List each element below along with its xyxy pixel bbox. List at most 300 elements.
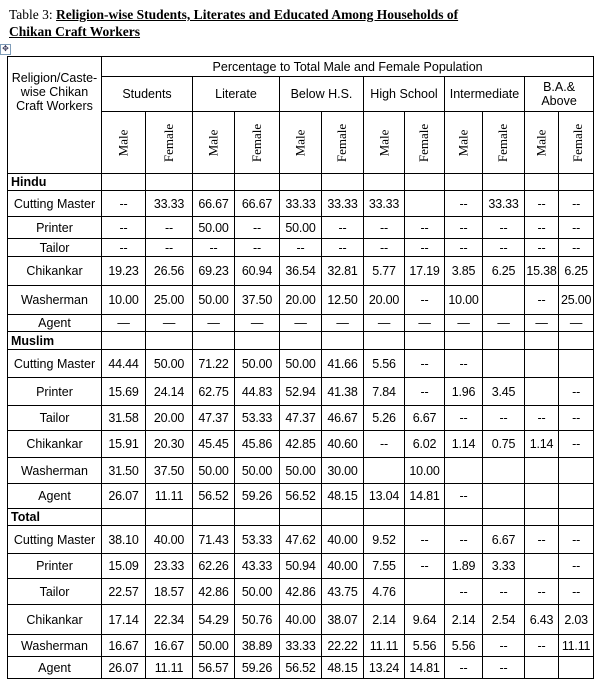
table-cell: 19.23: [102, 257, 146, 286]
table-cell: --: [445, 350, 483, 378]
table-cell: 20.00: [364, 286, 405, 315]
table-cell: [525, 350, 559, 378]
empty-cell: [193, 332, 235, 350]
table-cell: 42.86: [280, 579, 322, 605]
row-header-label: Religion/Caste-wise Chikan Craft Workers: [8, 57, 102, 174]
table-cell: 1.89: [445, 554, 483, 579]
table-cell: 48.15: [322, 657, 364, 679]
row-label: Printer: [8, 554, 102, 579]
table-cell: 5.56: [445, 635, 483, 657]
table-cell: 10.00: [102, 286, 146, 315]
table-cell: 10.00: [445, 286, 483, 315]
table-cell: 23.33: [146, 554, 193, 579]
table-cell: --: [559, 217, 594, 239]
empty-cell: [364, 174, 405, 191]
table-cell: --: [280, 239, 322, 257]
table-cell: 71.43: [193, 526, 235, 554]
table-cell: 9.64: [405, 605, 445, 635]
table-cell: --: [364, 431, 405, 458]
table-cell: 22.34: [146, 605, 193, 635]
table-cell: --: [483, 657, 525, 679]
table-cell: 66.67: [235, 191, 280, 217]
table-cell: [559, 350, 594, 378]
table-cell: 16.67: [146, 635, 193, 657]
table-cell: --: [235, 217, 280, 239]
empty-cell: [322, 332, 364, 350]
row-label: Printer: [8, 217, 102, 239]
table-cell: 0.75: [483, 431, 525, 458]
table-cell: --: [405, 239, 445, 257]
table-cell: --: [483, 406, 525, 431]
table-cell: 11.11: [146, 484, 193, 509]
empty-cell: [483, 509, 525, 526]
table-cell: 10.00: [405, 458, 445, 484]
table-cell: 56.52: [280, 657, 322, 679]
table-cell: 33.33: [364, 191, 405, 217]
table-cell: [525, 657, 559, 679]
empty-cell: [559, 332, 594, 350]
empty-cell: [559, 509, 594, 526]
table-cell: --: [405, 378, 445, 406]
table-cell: [483, 350, 525, 378]
table-cell: 5.77: [364, 257, 405, 286]
table-cell: --: [559, 191, 594, 217]
table-cell: --: [364, 239, 405, 257]
table-cell: 17.19: [405, 257, 445, 286]
table-cell: 44.83: [235, 378, 280, 406]
table-cell: --: [322, 239, 364, 257]
table-cell: 50.00: [235, 350, 280, 378]
table-cell: 47.37: [280, 406, 322, 431]
header-male-label: Male: [115, 129, 131, 156]
table-row: [8, 378, 594, 406]
table-cell: 18.57: [146, 579, 193, 605]
table-cell: —: [405, 315, 445, 332]
table-cell: 3.33: [483, 554, 525, 579]
table-cell: 37.50: [235, 286, 280, 315]
table-cell: 40.00: [322, 526, 364, 554]
table-cell: 6.67: [405, 406, 445, 431]
table-cell: 40.00: [280, 605, 322, 635]
table-cell: 56.52: [193, 484, 235, 509]
table-cell: 62.26: [193, 554, 235, 579]
table-cell: 48.15: [322, 484, 364, 509]
row-label: Agent: [8, 484, 102, 509]
table-cell: --: [525, 635, 559, 657]
header-group: Intermediate: [445, 77, 525, 112]
table-cell: 6.25: [559, 257, 594, 286]
table-cell: 47.62: [280, 526, 322, 554]
header-female-label: Female: [334, 123, 350, 162]
table-cell: 2.14: [445, 605, 483, 635]
table-cell: --: [405, 286, 445, 315]
table-cell: [525, 458, 559, 484]
table-cell: --: [405, 526, 445, 554]
empty-cell: [193, 509, 235, 526]
table-row: [8, 406, 594, 431]
empty-cell: [280, 174, 322, 191]
table-cell: —: [146, 315, 193, 332]
table-cell: 6.02: [405, 431, 445, 458]
table-cell: --: [559, 378, 594, 406]
table-cell: --: [445, 657, 483, 679]
section-header: Total: [8, 509, 102, 526]
table-cell: 3.85: [445, 257, 483, 286]
table-cell: 15.91: [102, 431, 146, 458]
empty-cell: [483, 332, 525, 350]
table-cell: --: [322, 217, 364, 239]
table-cell: [405, 579, 445, 605]
table-cell: 42.86: [193, 579, 235, 605]
header-female: [405, 112, 445, 174]
table-cell: --: [102, 239, 146, 257]
table-cell: 22.57: [102, 579, 146, 605]
table-cell: 26.56: [146, 257, 193, 286]
table-cell: 31.58: [102, 406, 146, 431]
table-cell: 20.30: [146, 431, 193, 458]
empty-cell: [525, 174, 559, 191]
table-cell: [525, 378, 559, 406]
header-female: [146, 112, 193, 174]
table-cell: --: [445, 579, 483, 605]
table-cell: --: [559, 239, 594, 257]
table-row: [8, 579, 594, 605]
table-cell: --: [525, 286, 559, 315]
table-cell: 50.00: [193, 286, 235, 315]
table-cell: --: [525, 406, 559, 431]
table-cell: —: [102, 315, 146, 332]
table-cell: [445, 458, 483, 484]
table-cell: --: [559, 554, 594, 579]
table-cell: --: [146, 217, 193, 239]
row-label: Washerman: [8, 286, 102, 315]
table-cell: --: [525, 239, 559, 257]
header-male-label: Male: [533, 129, 549, 156]
table-cell: [483, 458, 525, 484]
table-cell: 7.84: [364, 378, 405, 406]
empty-cell: [445, 174, 483, 191]
row-label: Cutting Master: [8, 191, 102, 217]
table-caption: [9, 6, 594, 40]
table-cell: 24.14: [146, 378, 193, 406]
table-cell: [364, 458, 405, 484]
table-cell: 32.81: [322, 257, 364, 286]
table-cell: [559, 458, 594, 484]
empty-cell: [405, 332, 445, 350]
table-cell: --: [483, 239, 525, 257]
table-row: [8, 635, 594, 657]
table-cell: 12.50: [322, 286, 364, 315]
table-cell: 71.22: [193, 350, 235, 378]
table-cell: --: [445, 526, 483, 554]
table-row: [8, 554, 594, 579]
table-cell: --: [102, 191, 146, 217]
table-cell: —: [364, 315, 405, 332]
table-cell: 56.57: [193, 657, 235, 679]
table-row: [8, 257, 594, 286]
table-cell: 13.04: [364, 484, 405, 509]
header-group: High School: [364, 77, 445, 112]
table-cell: 2.54: [483, 605, 525, 635]
empty-cell: [322, 509, 364, 526]
table-cell: [559, 484, 594, 509]
table-cell: 50.00: [193, 458, 235, 484]
section-header: Hindu: [8, 174, 102, 191]
table-cell: --: [146, 239, 193, 257]
table-cell: 33.33: [483, 191, 525, 217]
table-cell: --: [364, 217, 405, 239]
table-cell: —: [280, 315, 322, 332]
table-cell: [483, 286, 525, 315]
table-cell: 20.00: [146, 406, 193, 431]
table-cell: 33.33: [146, 191, 193, 217]
table-row: [8, 191, 594, 217]
table-cell: --: [559, 431, 594, 458]
header-female-label: Female: [160, 123, 176, 162]
table-row: [8, 458, 594, 484]
table-cell: 25.00: [559, 286, 594, 315]
table-cell: 50.76: [235, 605, 280, 635]
table-cell: 5.56: [405, 635, 445, 657]
empty-cell: [525, 509, 559, 526]
empty-cell: [235, 509, 280, 526]
header-female: [483, 112, 525, 174]
empty-cell: [280, 332, 322, 350]
header-group: Below H.S.: [280, 77, 364, 112]
table-cell: 45.45: [193, 431, 235, 458]
table-cell: 13.24: [364, 657, 405, 679]
table-row: [8, 286, 594, 315]
empty-cell: [102, 332, 146, 350]
table-cell: —: [445, 315, 483, 332]
header-male-label: Male: [455, 129, 471, 156]
table-cell: 14.81: [405, 657, 445, 679]
move-handle-icon[interactable]: ✥: [0, 44, 11, 55]
caption-title-line2: Chikan Craft Workers: [9, 24, 141, 39]
header-female-label: Female: [416, 123, 432, 162]
table-cell: 40.00: [322, 554, 364, 579]
table-row: [8, 657, 594, 679]
table-cell: 26.07: [102, 657, 146, 679]
table-row: [8, 484, 594, 509]
table-cell: 22.22: [322, 635, 364, 657]
empty-cell: [193, 174, 235, 191]
empty-cell: [559, 174, 594, 191]
data-table: [7, 56, 594, 679]
section-header: Muslim: [8, 332, 102, 350]
table-cell: --: [102, 217, 146, 239]
table-row: [8, 431, 594, 458]
table-cell: 50.00: [235, 458, 280, 484]
empty-cell: [405, 509, 445, 526]
table-cell: 2.03: [559, 605, 594, 635]
table-cell: 47.37: [193, 406, 235, 431]
row-label: Chikankar: [8, 431, 102, 458]
table-cell: 16.67: [102, 635, 146, 657]
table-cell: --: [525, 526, 559, 554]
empty-cell: [364, 332, 405, 350]
row-label: Chikankar: [8, 605, 102, 635]
table-cell: 46.67: [322, 406, 364, 431]
table-cell: 36.54: [280, 257, 322, 286]
table-cell: 50.00: [235, 579, 280, 605]
table-cell: 6.25: [483, 257, 525, 286]
table-cell: 15.09: [102, 554, 146, 579]
row-label: Washerman: [8, 635, 102, 657]
table-row: [8, 315, 594, 332]
row-label: Agent: [8, 657, 102, 679]
row-label: Tailor: [8, 579, 102, 605]
table-cell: [559, 657, 594, 679]
table-cell: 50.00: [193, 635, 235, 657]
header-group: Literate: [193, 77, 280, 112]
row-label: Printer: [8, 378, 102, 406]
table-cell: —: [559, 315, 594, 332]
empty-cell: [235, 332, 280, 350]
table-cell: —: [483, 315, 525, 332]
table-cell: --: [483, 635, 525, 657]
table-cell: 7.55: [364, 554, 405, 579]
table-cell: 14.81: [405, 484, 445, 509]
table-cell: --: [405, 350, 445, 378]
table-cell: 41.66: [322, 350, 364, 378]
table-cell: 50.00: [146, 350, 193, 378]
table-cell: 1.14: [525, 431, 559, 458]
table-cell: —: [235, 315, 280, 332]
table-row: [8, 605, 594, 635]
table-cell: —: [193, 315, 235, 332]
table-cell: 6.67: [483, 526, 525, 554]
table-cell: 11.11: [364, 635, 405, 657]
table-cell: --: [405, 554, 445, 579]
table-cell: 50.94: [280, 554, 322, 579]
table-cell: 17.14: [102, 605, 146, 635]
row-label: Agent: [8, 315, 102, 332]
row-label: Chikankar: [8, 257, 102, 286]
header-male: [193, 112, 235, 174]
table-cell: 30.00: [322, 458, 364, 484]
table-cell: 44.44: [102, 350, 146, 378]
header-female: [559, 112, 594, 174]
empty-cell: [405, 174, 445, 191]
table-cell: 45.86: [235, 431, 280, 458]
header-male: [445, 112, 483, 174]
row-label: Cutting Master: [8, 350, 102, 378]
table-cell: 59.26: [235, 484, 280, 509]
table-cell: --: [525, 579, 559, 605]
table-cell: [525, 554, 559, 579]
table-cell: 1.96: [445, 378, 483, 406]
table-cell: 15.38: [525, 257, 559, 286]
table-cell: 4.76: [364, 579, 405, 605]
caption-title-line1: Religion-wise Students, Literates and Educated Among Households of: [56, 7, 459, 22]
header-male: [280, 112, 322, 174]
empty-cell: [445, 509, 483, 526]
header-male: [364, 112, 405, 174]
table-cell: --: [235, 239, 280, 257]
table-cell: 60.94: [235, 257, 280, 286]
header-span-label: Percentage to Total Male and Female Population: [102, 57, 594, 77]
table-cell: 69.23: [193, 257, 235, 286]
table-cell: [405, 191, 445, 217]
table-cell: 53.33: [235, 406, 280, 431]
table-cell: [483, 484, 525, 509]
empty-cell: [280, 509, 322, 526]
table-cell: 31.50: [102, 458, 146, 484]
table-row: [8, 350, 594, 378]
caption-prefix: Table 3:: [9, 7, 57, 22]
table-cell: --: [483, 579, 525, 605]
table-cell: --: [405, 217, 445, 239]
row-label: Cutting Master: [8, 526, 102, 554]
table-cell: --: [483, 217, 525, 239]
table-cell: --: [525, 191, 559, 217]
table-cell: 25.00: [146, 286, 193, 315]
table-cell: 33.33: [280, 635, 322, 657]
table-cell: 3.45: [483, 378, 525, 406]
empty-cell: [483, 174, 525, 191]
table-cell: 11.11: [146, 657, 193, 679]
table-row: [8, 217, 594, 239]
table-cell: 43.33: [235, 554, 280, 579]
table-cell: --: [445, 484, 483, 509]
table-cell: 5.26: [364, 406, 405, 431]
table-cell: 50.00: [280, 217, 322, 239]
empty-cell: [445, 332, 483, 350]
header-female: [322, 112, 364, 174]
table-cell: 40.60: [322, 431, 364, 458]
header-group: Students: [102, 77, 193, 112]
header-female-label: Female: [495, 123, 511, 162]
table-cell: 56.52: [280, 484, 322, 509]
header-female-label: Female: [570, 123, 586, 162]
header-male-label: Male: [292, 129, 308, 156]
table-cell: 1.14: [445, 431, 483, 458]
table-cell: 20.00: [280, 286, 322, 315]
table-cell: --: [559, 406, 594, 431]
empty-cell: [364, 509, 405, 526]
table-cell: 33.33: [322, 191, 364, 217]
table-cell: 50.00: [193, 217, 235, 239]
table-cell: --: [445, 406, 483, 431]
table-cell: 5.56: [364, 350, 405, 378]
header-male: [102, 112, 146, 174]
table-cell: —: [322, 315, 364, 332]
empty-cell: [146, 509, 193, 526]
table-cell: 42.85: [280, 431, 322, 458]
row-label: Tailor: [8, 239, 102, 257]
table-cell: 33.33: [280, 191, 322, 217]
table-cell: —: [525, 315, 559, 332]
empty-cell: [322, 174, 364, 191]
row-label: Washerman: [8, 458, 102, 484]
table-row: [8, 526, 594, 554]
header-group: B.A.& Above: [525, 77, 594, 112]
table-row: [8, 239, 594, 257]
table-cell: 50.00: [280, 350, 322, 378]
table-cell: 50.00: [280, 458, 322, 484]
header-male: [525, 112, 559, 174]
table-cell: --: [525, 217, 559, 239]
empty-cell: [102, 174, 146, 191]
table-cell: 9.52: [364, 526, 405, 554]
row-label: Tailor: [8, 406, 102, 431]
header-female: [235, 112, 280, 174]
table-cell: 66.67: [193, 191, 235, 217]
table-cell: --: [559, 526, 594, 554]
table-cell: --: [445, 217, 483, 239]
header-male-label: Male: [376, 129, 391, 156]
